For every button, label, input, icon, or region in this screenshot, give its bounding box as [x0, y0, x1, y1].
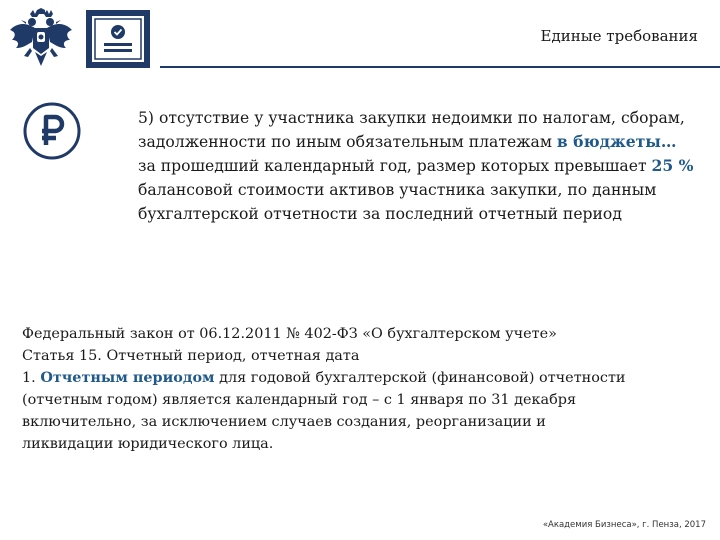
highlight-budgets: в бюджеты…	[556, 132, 677, 151]
law-title: Федеральный закон от 06.12.2011 № 402-ФЗ «О бухгалтерском учете»	[22, 326, 557, 342]
law-citation	[22, 323, 702, 455]
requirement-prefix: 5) отсутствие у участника закупки недоимки по налогам, сборам, задолженности по иным обязательным платежам	[138, 109, 685, 151]
requirement-end: балансовой стоимости активов участника закупки, по данным бухгалтерской отчетности за последний отчетный период	[138, 181, 657, 223]
emblem-icon	[8, 8, 74, 70]
slide-header	[0, 0, 720, 75]
footer-credit: «Академия Бизнеса», г. Пенза, 2017	[542, 520, 706, 530]
header-divider	[160, 66, 720, 68]
law-line-5: включительно, за исключением случаев создания, реорганизации и	[22, 414, 546, 430]
requirement-text	[138, 106, 698, 226]
law-line-6: ликвидации юридического лица.	[22, 436, 274, 452]
highlight-reporting-period: Отчетным периодом	[40, 369, 215, 386]
highlight-percent: 25 %	[651, 156, 694, 175]
law-article: Статья 15. Отчетный период, отчетная дата	[22, 348, 360, 364]
law-line-4: (отчетным годом) является календарный год – с 1 января по 31 декабря	[22, 392, 577, 408]
law-line-3	[22, 367, 702, 389]
ruble-icon	[22, 101, 82, 161]
header-title: Единые требования	[540, 27, 698, 45]
requirement-middle: за прошедший календарный год, размер которых превышает	[138, 157, 652, 175]
law-line-3-rest: для годовой бухгалтерской (финансовой) отчетности	[214, 370, 626, 386]
certificate-icon	[86, 10, 150, 68]
law-item-number: 1.	[22, 370, 41, 386]
